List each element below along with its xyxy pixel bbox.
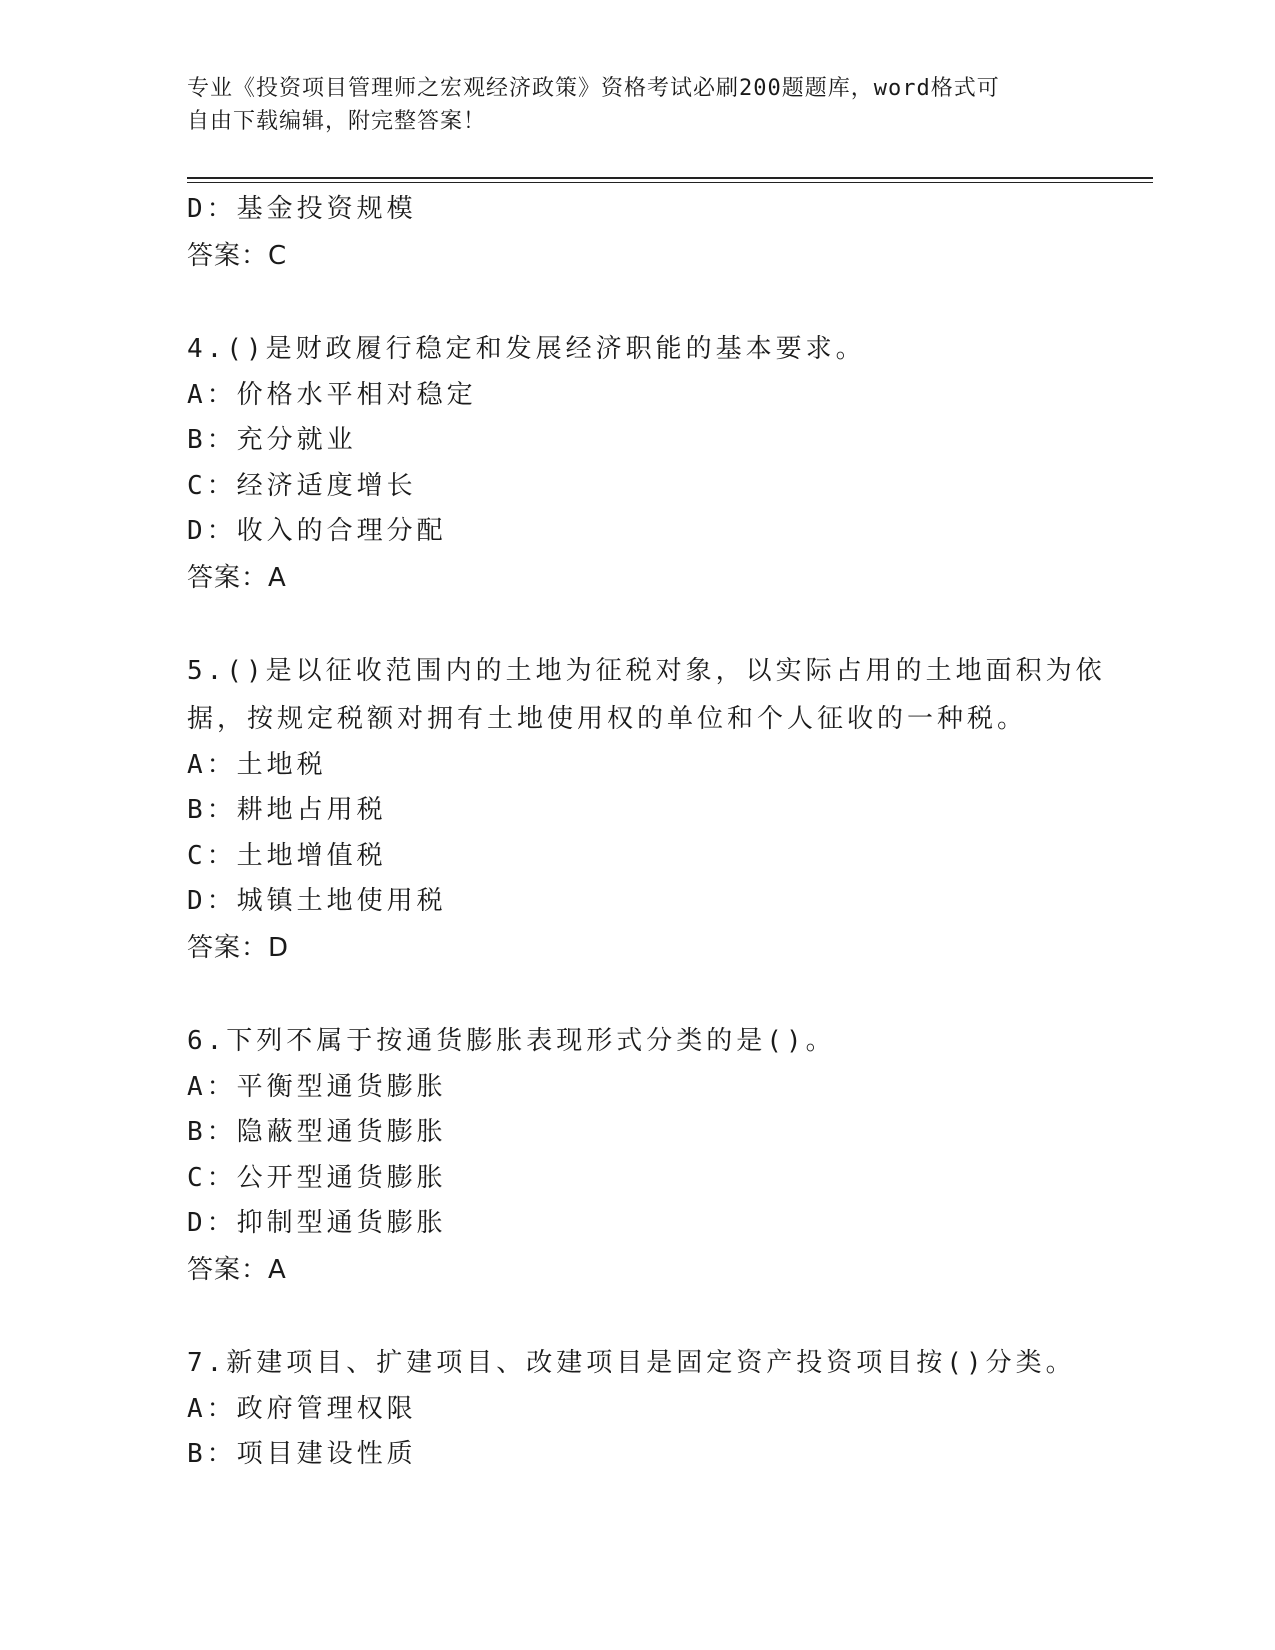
header-divider-thin	[187, 182, 1153, 183]
question-stem: 4.()是财政履行稳定和发展经济职能的基本要求。	[187, 333, 866, 364]
option-c: C：公开型通货膨胀	[187, 1162, 447, 1193]
question-stem: 7.新建项目、扩建项目、改建项目是固定资产投资项目按()分类。	[187, 1347, 1076, 1378]
spacer	[187, 971, 1087, 1017]
option-a: A：价格水平相对稳定	[187, 379, 477, 410]
header-line-2: 自由下载编辑，附完整答案！	[187, 109, 487, 134]
option-b: B：充分就业	[187, 425, 357, 455]
answer-line: 答案：A	[187, 1254, 287, 1285]
document-header	[187, 72, 1067, 138]
answer-line: 答案：A	[187, 562, 287, 593]
option-b: B：耕地占用税	[187, 795, 387, 825]
answer-line: 答案：C	[187, 240, 288, 271]
option-d: D：基金投资规模	[187, 194, 417, 224]
option-a: A：土地税	[187, 749, 327, 780]
spacer	[187, 279, 1087, 325]
spacer	[187, 601, 1087, 647]
question-7	[187, 1339, 1087, 1478]
option-b: B：项目建设性质	[187, 1439, 417, 1469]
option-c: C：土地增值税	[187, 840, 387, 871]
option-a: A：平衡型通货膨胀	[187, 1071, 447, 1102]
question-stem-continued: 据，按规定税额对拥有土地使用权的单位和个人征收的一种税。	[187, 703, 1028, 734]
question-5	[187, 647, 1106, 971]
header-line-1: 专业《投资项目管理师之宏观经济政策》资格考试必刷200题题库，word格式可	[187, 76, 1000, 101]
question-content	[187, 187, 1106, 1478]
question-stem: 6.下列不属于按通货膨胀表现形式分类的是()。	[187, 1025, 836, 1056]
header-divider-thick	[187, 177, 1153, 179]
question-3-tail	[187, 187, 1087, 279]
option-b: B：隐蔽型通货膨胀	[187, 1117, 447, 1147]
spacer	[187, 1293, 1087, 1339]
answer-line: 答案：D	[187, 932, 290, 963]
option-d: D：城镇土地使用税	[187, 886, 447, 916]
option-c: C：经济适度增长	[187, 470, 417, 501]
question-stem: 5.()是以征收范围内的土地为征税对象，以实际占用的土地面积为依	[187, 655, 1106, 686]
option-d: D：收入的合理分配	[187, 516, 447, 546]
question-4	[187, 325, 1087, 601]
question-6	[187, 1017, 1087, 1293]
option-d: D：抑制型通货膨胀	[187, 1208, 447, 1238]
option-a: A：政府管理权限	[187, 1393, 417, 1424]
